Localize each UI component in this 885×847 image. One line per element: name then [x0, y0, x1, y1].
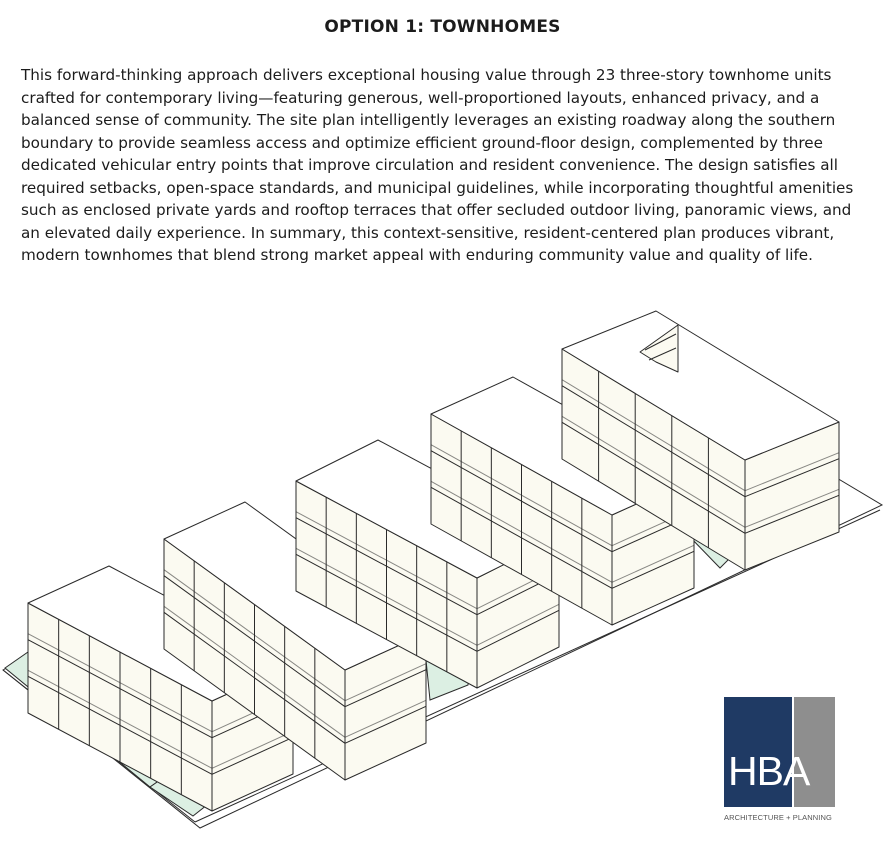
page-title: OPTION 1: TOWNHOMES [324, 17, 561, 37]
description-paragraph: This forward-thinking approach delivers exceptional housing value through 23 three-story townhome units crafted for contemporary living—featuring generous, well-proportioned layouts, enhanced privacy, and a balanced sense of community. The site plan intelligently leverages an existing roadway along the southern boundary to provide seamless access and optimize efficient ground-floor design, complemented by three dedicated vehicular entry points that improve circulation and resident convenience. The design satisfies all required setbacks, open-space standards, and municipal guidelines, while incorporating thoughtful amenities such as enclosed private yards and rooftop terraces that offer secluded outdoor living, panoramic views, and an elevated daily experience. In summary, this context-sensitive, resident-centered plan produces vibrant, modern townhomes that blend strong market appeal with enduring community value and quality of life. [21, 66, 854, 264]
hba-logo [724, 697, 835, 822]
logo-tagline: ARCHITECTURE + PLANNING [724, 813, 832, 822]
logo-letters: HBA [728, 748, 810, 794]
